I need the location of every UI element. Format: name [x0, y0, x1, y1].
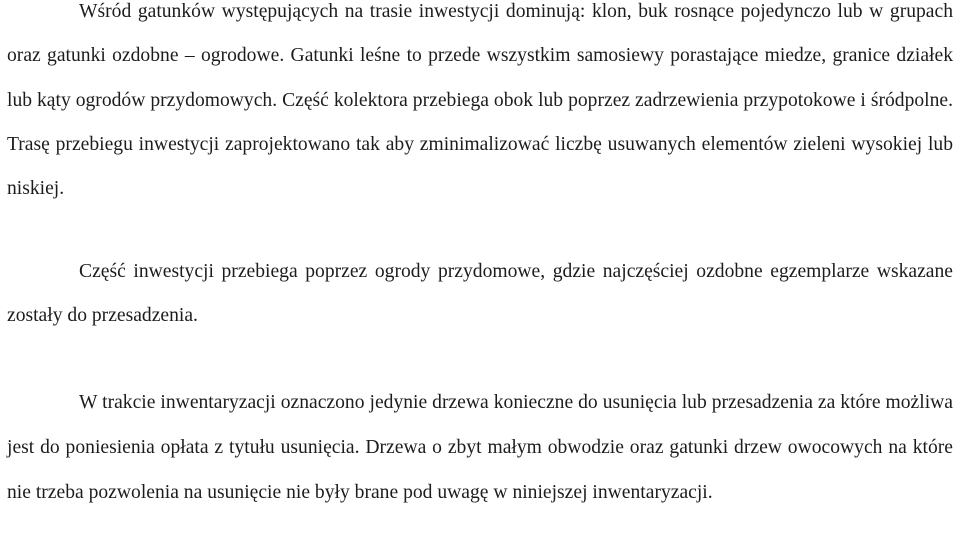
- paragraph-home-gardens: Część inwestycji przebiega poprzez ogrody przydomowe, gdzie najczęściej ozdobne egzemplarze wskazane zostały do przesadzenia.: [7, 261, 953, 327]
- paragraph-species-on-route: Wśród gatunków występujących na trasie inwestycji dominują: klon, buk rosnące pojedynczo lub w grupach oraz gatunki ozdobne – ogrodowe. Gatunki leśne to przede wszystkim samosiewy porastające miedze, granice działek lub kąty ogrodów przydomowych. Część kolektora przebiega obok lub poprzez zadrzewienia przypotokowe i śródpolne. Trasę przebiegu inwestycji zaprojektowano tak aby zminimalizować liczbę usuwanych elementów zieleni wysokiej lub niskiej.: [7, 1, 953, 200]
- paragraph-inventory-scope: W trakcie inwentaryzacji oznaczono jedynie drzewa konieczne do usunięcia lub przesadzenia za które możliwa jest do poniesienia opłata z tytułu usunięcia. Drzewa o zbyt małym obwodzie oraz gatunki drzew owocowych na które nie trzeba pozwolenia na usunięcie nie były brane pod uwagę w niniejszej inwentaryzacji.: [7, 392, 953, 503]
